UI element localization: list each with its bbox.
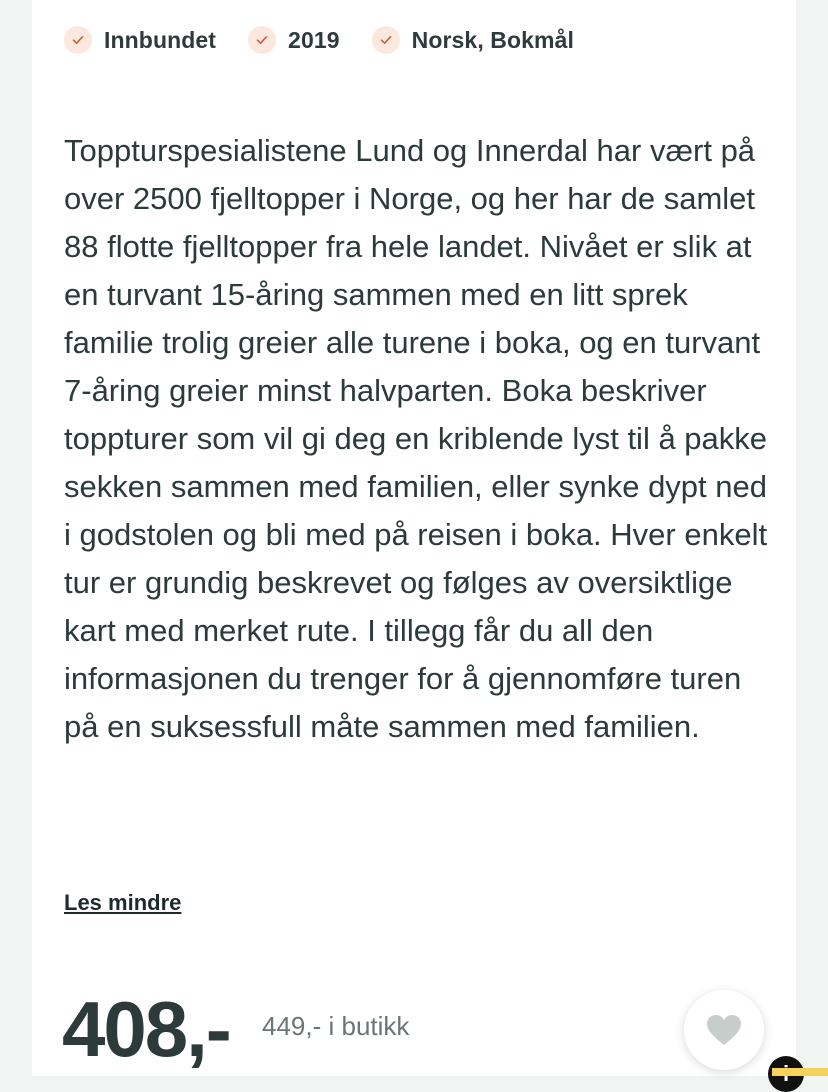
favorite-button[interactable]	[684, 990, 764, 1070]
check-icon	[372, 26, 400, 54]
price: 408,-	[62, 985, 230, 1073]
product-description: Toppturspesialistene Lund og Innerdal har vært på over 2500 fjelltopper i Norge, og her har de samlet 88 flotte fjelltopper fra hele landet. Nivået er slik at en turvant 15-åring sammen med en litt sprek familie trolig greier alle turene i boka, og en turvant 7-åring greier minst halvparten. Boka beskriver toppturer som vil gi deg en kriblende lyst til å pakke sekken sammen med familien, eller synke dypt ned i godstolen og bli med på reisen i boka. Hver enkelt tur er grundig beskrevet og følges av oversiktlige kart med merket rute. I tillegg får du all den informasjonen du trenger for å gjennomføre turen på en suksessfull måte sammen med familien.	[64, 133, 768, 744]
tag-format	[64, 26, 216, 54]
product-card	[32, 0, 796, 1076]
read-less-link[interactable]: Les mindre	[64, 890, 182, 915]
heart-icon	[705, 1013, 743, 1047]
tag-language	[372, 26, 574, 54]
product-tags	[64, 26, 606, 54]
tag-year	[248, 26, 340, 54]
tag-label: Norsk, Bokmål	[411, 26, 574, 53]
check-icon	[64, 26, 92, 54]
store-price: 449,- i butikk	[262, 1011, 410, 1041]
tag-label: 2019	[288, 26, 340, 53]
chat-widget-edge[interactable]	[772, 1068, 828, 1076]
check-icon	[248, 26, 276, 54]
tag-label: Innbundet	[104, 26, 217, 53]
